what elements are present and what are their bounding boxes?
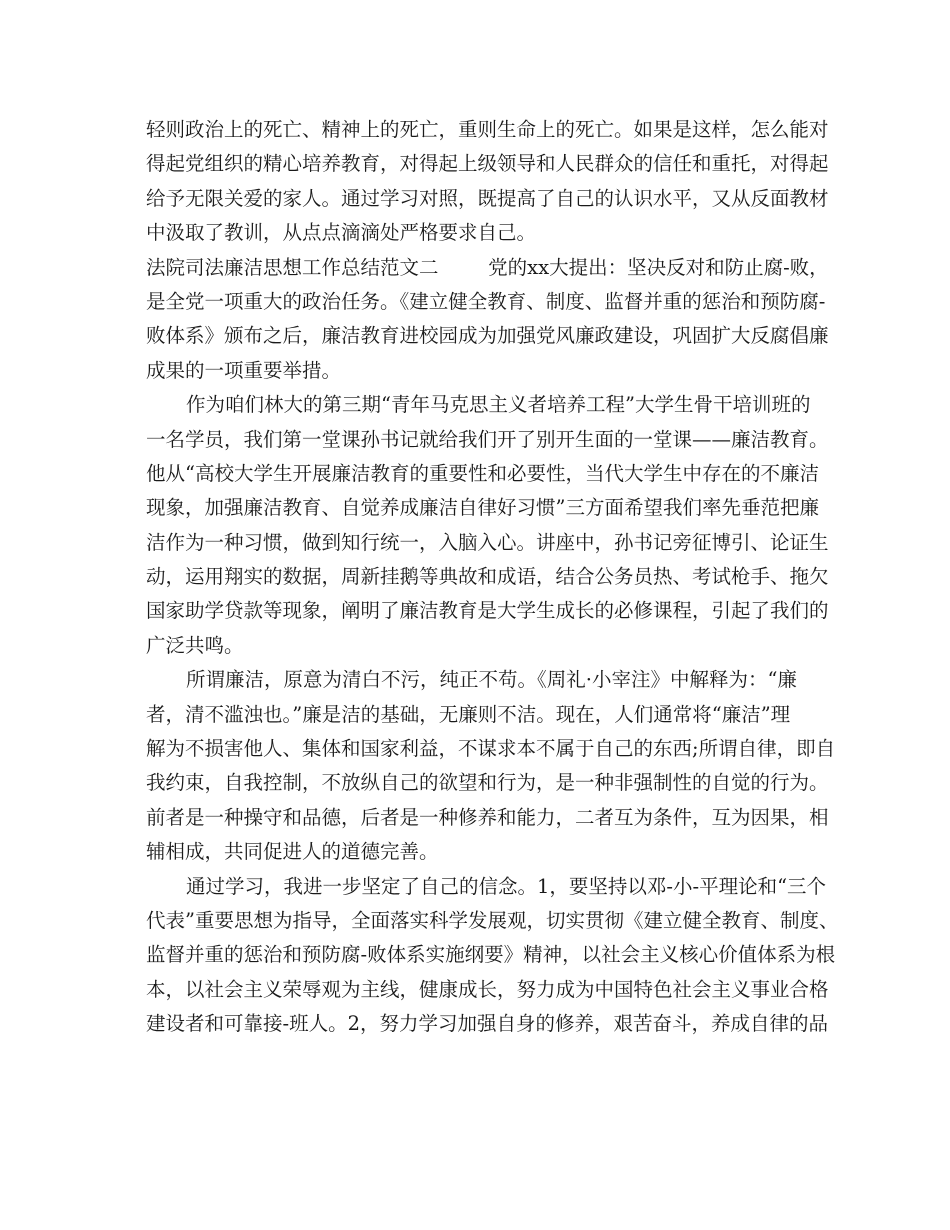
text-line: 法院司法廉洁思想工作总结范文二 党的xx大提出：坚决反对和防止腐-败， (146, 255, 829, 279)
text-line: 作为咱们林大的第三期“青年马克思主义者培养工程”大学生骨干培训班的 (186, 393, 811, 417)
text-line: 我约束，自我控制，不放纵自己的欲望和行为，是一种非强制性的自觉的行为。 (146, 771, 829, 795)
text-line: 建设者和可靠接-班人。2，努力学习加强自身的修养，艰苦奋斗，养成自律的品 (146, 1012, 828, 1036)
text-line: 解为不损害他人、集体和国家利益，不谋求本不属于自己的东西;所谓自律，即自 (146, 737, 836, 761)
text-line: 辅相成，共同促进人的道德完善。 (146, 840, 439, 864)
text-line: 成果的一项重要举措。 (146, 358, 342, 382)
text-line: 轻则政治上的死亡、精神上的死亡，重则生命上的死亡。如果是这样，怎么能对 (146, 118, 829, 141)
text-line: 给予无限关爱的家人。通过学习对照，既提高了自己的认识水平，又从反面教材 (146, 186, 829, 210)
text-line: 所谓廉洁，原意为清白不污，纯正不苟。《周礼·小宰注》中解释为：“廉 (186, 668, 797, 692)
text-line: 现象，加强廉洁教育、自觉养成廉洁自律好习惯”三方面希望我们率先垂范把廉 (146, 496, 819, 520)
text-line: 是全党一项重大的政治任务。《建立健全教育、制度、监督并重的惩治和预防腐- (146, 289, 826, 313)
text-line: 广泛共鸣。 (146, 633, 244, 657)
text-line: 者，清不滥浊也。”廉是洁的基础，无廉则不洁。现在，人们通常将“廉洁”理 (146, 702, 791, 726)
document-body (146, 113, 839, 1042)
text-line: 本，以社会主义荣辱观为主线，健康成长，努力成为中国特色社会主义事业合格 (146, 977, 829, 1001)
text-line: 代表”重要思想为指导，全面落实科学发展观，切实贯彻《建立健全教育、制度、 (146, 908, 839, 932)
text-line: 通过学习，我进一步坚定了自己的信念。1，要坚持以邓-小-平理论和“三个 (186, 874, 827, 898)
text-line: 洁作为一种习惯，做到知行统一，入脑入心。讲座中，孙书记旁征博引、论证生 (146, 530, 829, 554)
text-line: 败体系》颁布之后，廉洁教育进校园成为加强党风廉政建设，巩固扩大反腐倡廉 (146, 324, 829, 348)
text-line: 动，运用翔实的数据，周新挂鹅等典故和成语，结合公务员热、考试枪手、拖欠 (146, 565, 829, 589)
text-line: 他从“高校大学生开展廉洁教育的重要性和必要性，当代大学生中存在的不廉洁 (146, 461, 819, 485)
text-line: 一名学员，我们第一堂课孙书记就给我们开了别开生面的一堂课——廉洁教育。 (146, 427, 829, 451)
text-line: 中汲取了教训，从点点滴滴处严格要求自己。 (146, 221, 537, 245)
text-line: 得起党组织的精心培养教育，对得起上级领导和人民群众的信任和重托，对得起 (146, 152, 829, 176)
text-line: 监督并重的惩治和预防腐-败体系实施纲要》精神，以社会主义核心价值体系为根 (146, 943, 836, 967)
text-line: 国家助学贷款等现象，阐明了廉洁教育是大学生成长的必修课程，引起了我们的 (146, 599, 829, 623)
text-line: 前者是一种操守和品德，后者是一种修养和能力，二者互为条件，互为因果，相 (146, 805, 829, 829)
